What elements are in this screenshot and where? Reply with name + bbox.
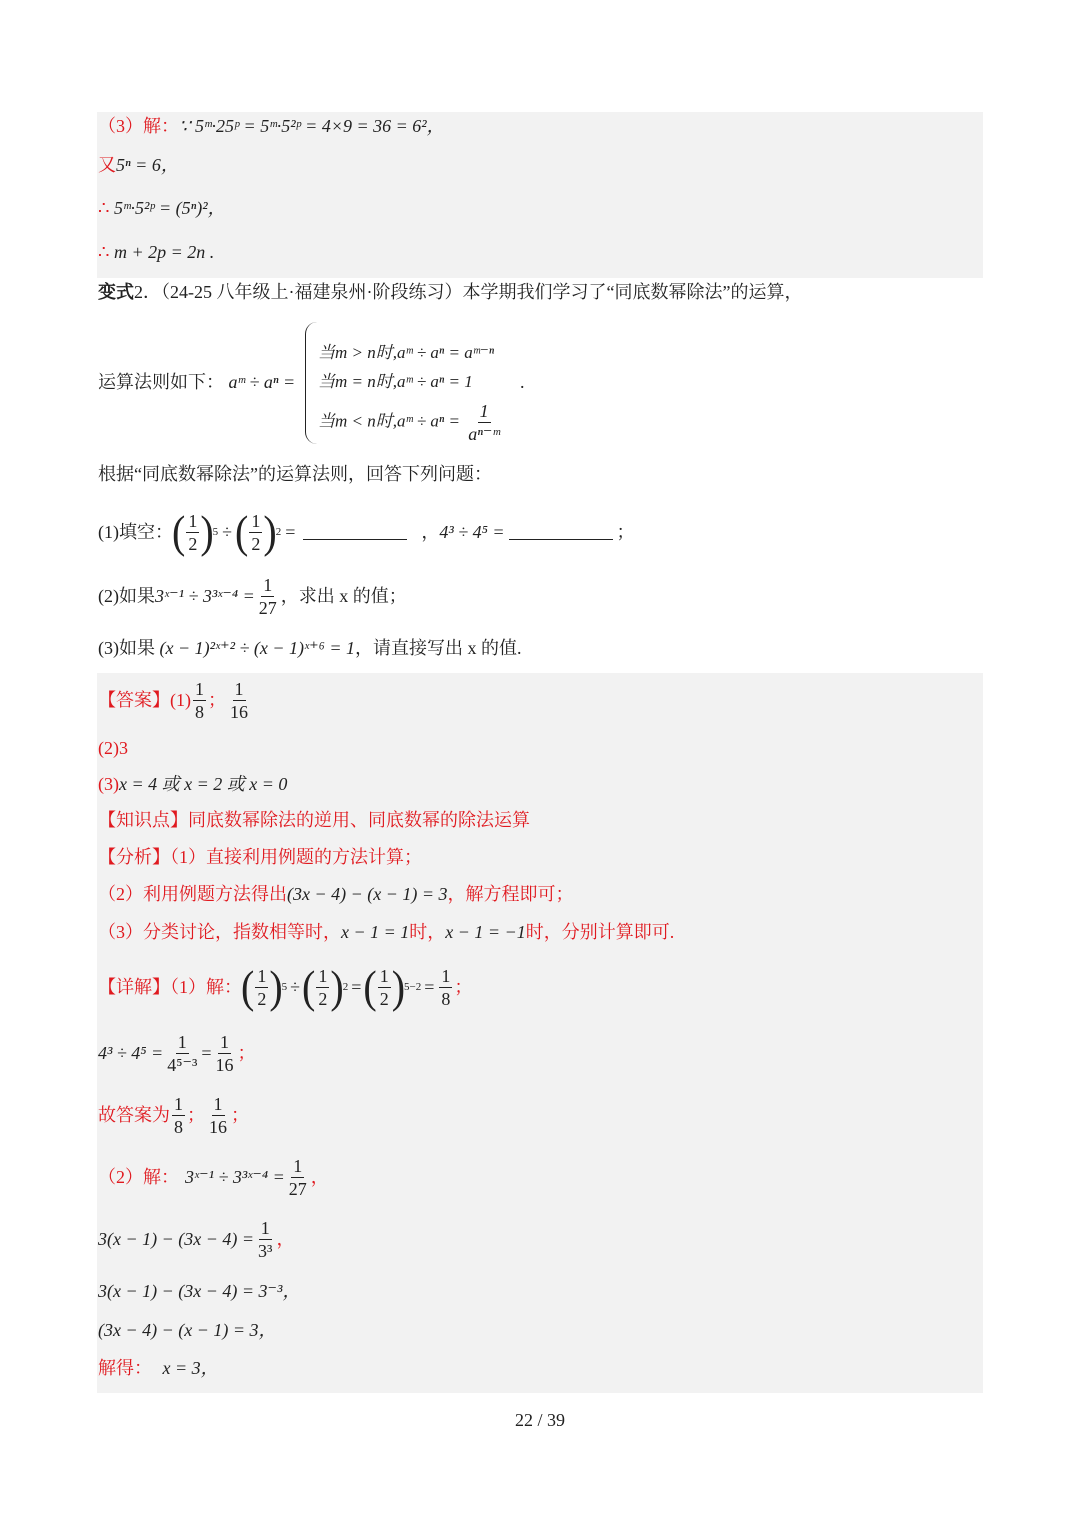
fraction xyxy=(439,965,452,1010)
rule-intro-text: 运算法则如下： xyxy=(98,372,224,392)
question-1-label: (1)填空： xyxy=(98,522,173,542)
solution-math: ∵ 5ᵐ·25ᵖ = 5ᵐ·5²ᵖ = 4×9 = 36 = 6²， xyxy=(179,116,445,136)
fraction xyxy=(214,1031,236,1076)
detail-4-pre: （2）解： xyxy=(98,1167,179,1187)
numerator: 1 xyxy=(263,574,273,595)
detail-line-5 xyxy=(98,1214,294,1264)
denominator: 2 xyxy=(318,988,328,1009)
numerator: 1 xyxy=(318,965,328,986)
denominator: 8 xyxy=(174,1116,183,1137)
variant-label: 变式 xyxy=(98,282,134,302)
numerator: 1 xyxy=(379,965,389,986)
paren-close: ) xyxy=(391,960,406,1013)
rule-case-3 xyxy=(318,400,504,445)
detail-line-8 xyxy=(98,1356,219,1380)
answer-3-prefix: (3) xyxy=(98,774,119,794)
answer-2: (2)3 xyxy=(98,738,128,758)
fraction xyxy=(172,1093,185,1138)
solution-line-4 xyxy=(98,240,214,264)
paren-open: ( xyxy=(235,505,249,558)
detail-8-math: x = 3， xyxy=(162,1358,219,1378)
numerator: 1 xyxy=(188,510,198,531)
detail-label: 【详解】（1）解： xyxy=(98,977,242,997)
question-3 xyxy=(98,636,522,660)
fraction xyxy=(256,1217,274,1262)
page-number: 22 / 39 xyxy=(514,1410,565,1430)
analysis-2 xyxy=(98,882,574,906)
fraction xyxy=(193,678,206,723)
detail-5-expr: 3(x − 1) − (3x − 4) = xyxy=(98,1229,255,1249)
numerator: 1 xyxy=(174,1093,183,1114)
detail-2-expr: 4³ ÷ 4⁵ = xyxy=(98,1043,164,1063)
therefore-symbol: ∴ xyxy=(98,198,110,218)
rule-case-3-text: 当m < n时,aᵐ ÷ aⁿ = xyxy=(318,411,460,431)
fraction xyxy=(316,965,329,1010)
answer-3-body: x = 4 或 x = 2 或 x = 0 xyxy=(119,774,288,794)
detail-4-end: ， xyxy=(310,1167,329,1187)
question-2-label: (2)如果 xyxy=(98,586,155,606)
knowledge-point: 【知识点】同底数幂除法的逆用、同底数幂的除法运算 xyxy=(98,810,530,830)
paren-open: ( xyxy=(363,960,377,1013)
numerator: 1 xyxy=(251,510,261,531)
detail-line-7: (3x − 4) − (x − 1) = 3， xyxy=(98,1320,277,1340)
numerator: 1 xyxy=(177,1031,187,1052)
denominator: 4⁵⁻³ xyxy=(167,1054,198,1075)
question-1-end: ； xyxy=(616,522,635,542)
separator: ； xyxy=(208,690,226,710)
fraction xyxy=(165,1031,199,1076)
rule-period: . xyxy=(520,372,525,392)
detail-3-pre: 故答案为 xyxy=(98,1105,170,1125)
variant-heading xyxy=(98,280,802,304)
solution-math: 5ⁿ = 6， xyxy=(116,155,179,175)
denominator: 3³ xyxy=(258,1240,273,1261)
fraction xyxy=(287,1155,309,1200)
analysis-3 xyxy=(98,920,674,944)
solution-text: 又 xyxy=(98,155,116,175)
question-intro: 根据“同底数幂除法”的运算法则，回答下列问题： xyxy=(98,464,492,484)
fraction xyxy=(186,510,199,555)
analysis-2-pre: （2）利用例题方法得出 xyxy=(98,884,287,904)
fraction xyxy=(257,574,279,619)
cases-brace xyxy=(305,322,318,444)
analysis-3-math-2: x − 1 = −1 xyxy=(445,922,526,942)
detail-line-2: 4³ ÷ 4⁵ = $\frac{1}{\text{4⁵⁻³}}$ = $\frac{1}{16}$ ； xyxy=(98,1031,256,1075)
numerator: 1 xyxy=(293,1155,303,1176)
denominator: aⁿ⁻ᵐ xyxy=(468,424,500,444)
fraction xyxy=(207,1093,229,1138)
denominator: 16 xyxy=(215,1054,234,1075)
analysis-3-math-1: x − 1 = 1 xyxy=(341,922,410,942)
paren-close: ) xyxy=(200,505,214,558)
detail-line-6: 3(x − 1) − (3x − 4) = 3⁻³， xyxy=(98,1281,301,1301)
paren-close: ) xyxy=(263,505,277,558)
answer-3 xyxy=(98,772,287,796)
denominator: 27 xyxy=(288,1178,307,1199)
detail-5-end: ， xyxy=(276,1229,295,1249)
fraction xyxy=(378,965,391,1010)
solution-math: m + 2p = 2n . xyxy=(113,242,215,262)
solution-step-label: （3）解： xyxy=(98,116,179,136)
denominator: 2 xyxy=(257,988,267,1009)
numerator: 1 xyxy=(260,1217,270,1238)
analysis-1: 【分析】（1）直接利用例题的方法计算； xyxy=(98,847,422,867)
paren-close: ) xyxy=(269,960,283,1013)
numerator: 1 xyxy=(195,678,204,699)
fraction xyxy=(228,678,250,723)
analysis-2-post: ，解方程即可； xyxy=(447,884,574,904)
therefore-symbol: ∴ xyxy=(98,242,110,262)
rule-case-1: 当m > n时,aᵐ ÷ aⁿ = aᵐ⁻ⁿ xyxy=(318,343,495,362)
answer-line xyxy=(98,676,252,724)
variant-source: ．（24-25 八年级上·福建泉州·阶段练习）本学期我们学习了“同底数幂除法”的运算， xyxy=(143,282,803,302)
paren-open: ( xyxy=(241,960,255,1013)
numerator: 1 xyxy=(257,965,267,986)
paren-open: ( xyxy=(172,505,186,558)
answer-label: 【答案】 xyxy=(98,690,170,710)
detail-3-end: ； xyxy=(231,1105,249,1125)
question-1-expr-2: 4³ ÷ 4⁵ = xyxy=(439,522,505,542)
paren-close: ) xyxy=(330,960,344,1013)
detail-line-3 xyxy=(98,1090,249,1140)
denominator: 16 xyxy=(230,701,248,722)
solution-math: 5ᵐ·5²ᵖ = (5ⁿ)²， xyxy=(113,198,226,218)
question-2 xyxy=(98,572,407,620)
variant-number: 2 xyxy=(134,282,143,302)
denominator: 2 xyxy=(188,533,198,554)
analysis-2-math: (3x − 4) − (x − 1) = 3 xyxy=(287,884,448,904)
answer-1-prefix: (1) xyxy=(170,690,191,710)
numerator: 1 xyxy=(234,678,244,699)
analysis-3-post: 时，分别计算即可. xyxy=(525,922,675,942)
denominator: 27 xyxy=(258,597,277,618)
rule-lhs: aᵐ ÷ aⁿ = xyxy=(228,372,296,392)
denominator: 2 xyxy=(379,988,389,1009)
answer-blank-1[interactable] xyxy=(303,525,407,540)
detail-1-end: ； xyxy=(454,977,473,997)
detail-2-end: ； xyxy=(237,1043,256,1063)
detail-line-4 xyxy=(98,1152,329,1202)
detail-line-1: 【详解】（1）解： ( $\frac{1}{2}$ ) 5 ÷ ( $\frac{1}{2}$ ) 2 = ( $\frac{1}{2}$ ) 5−2 = $\frac{1}{8}$ ； xyxy=(98,960,473,1013)
answer-blank-2[interactable] xyxy=(509,525,613,540)
detail-8-pre: 解得： xyxy=(98,1358,152,1378)
question-1: (1)填空： ( $\frac{1}{2}$ ) 5 ÷ ( $\frac{1}{2}$ ) 2 = ， 4³ ÷ 4⁵ = ； xyxy=(98,505,635,558)
paren-open: ( xyxy=(302,960,316,1013)
analysis-3-pre: （3）分类讨论，指数相等时， xyxy=(98,922,341,942)
solution-line-3 xyxy=(98,196,226,220)
numerator: 1 xyxy=(441,965,451,986)
numerator: 1 xyxy=(213,1093,223,1114)
detail-4-expr: 3ˣ⁻¹ ÷ 3³ˣ⁻⁴ = xyxy=(185,1167,285,1187)
analysis-3-mid: 时， xyxy=(409,922,446,942)
question-3-label: (3)如果 xyxy=(98,638,155,658)
denominator: 8 xyxy=(441,988,451,1009)
separator: ； xyxy=(187,1105,205,1125)
numerator: 1 xyxy=(479,401,489,421)
rule-case-2: 当m = n时,aᵐ ÷ aⁿ = 1 xyxy=(318,372,473,391)
rule-intro xyxy=(98,370,295,394)
denominator: 2 xyxy=(251,533,261,554)
fraction xyxy=(255,965,268,1010)
question-2-tail: ，求出 x 的值； xyxy=(280,586,407,606)
denominator: 16 xyxy=(209,1116,227,1137)
question-2-expr: 3ˣ⁻¹ ÷ 3³ˣ⁻⁴ = xyxy=(155,586,255,606)
numerator: 1 xyxy=(220,1031,230,1052)
question-3-tail: ，请直接写出 x 的值. xyxy=(355,638,522,658)
denominator: 8 xyxy=(195,701,204,722)
solution-line-2 xyxy=(98,153,179,177)
question-3-expr: (x − 1)²ˣ⁺² ÷ (x − 1)ˣ⁺⁶ = 1 xyxy=(159,638,355,658)
fraction xyxy=(466,400,502,445)
solution-line-1 xyxy=(98,114,445,138)
fraction xyxy=(249,510,262,555)
